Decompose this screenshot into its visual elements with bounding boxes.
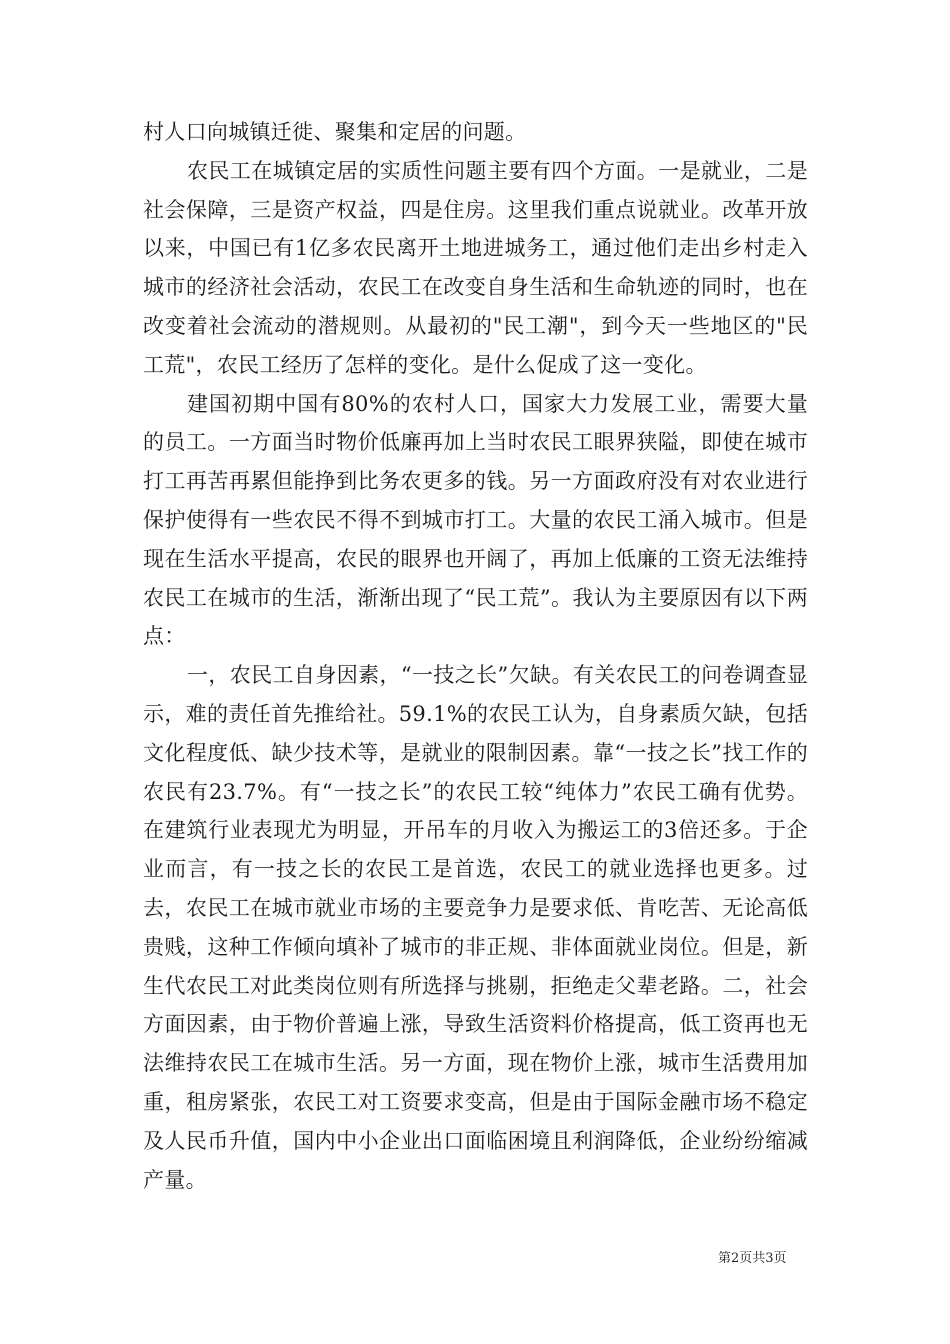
body-text — [143, 113, 808, 1199]
page-number-footer: 第2页共3页 — [718, 1251, 787, 1266]
paragraph-history: 建国初期中国有80%的农村人口，国家大力发展工业，需要大量的员工。一方面当时物价低廉再加上当时农民工眼界狭隘，即使在城市打工再苦再累但能挣到比务农更多的钱。另一方面政府没有对农业进行保护使得有一些农民不得不到城市打工。大量的农民工涌入城市。但是现在生活水平提高，农民的眼界也开阔了，再加上低廉的工资无法维持农民工在城市的生活，渐渐出现了“民工荒”。我认为主要原因有以下两点： — [143, 391, 808, 649]
paragraph-settlement-issues: 农民工在城镇定居的实质性问题主要有四个方面。一是就业，二是社会保障，三是资产权益，四是住房。这里我们重点说就业。改革开放以来，中国已有1亿多农民离开土地进城务工，通过他们走出乡村走入城市的经济社会活动，农民工在改变自身生活和生命轨迹的同时，也在改变着社会流动的潜规则。从最初的"民工潮"，到今天一些地区的"民工荒"，农民工经历了怎样的变化。是什么促成了这一变化。 — [143, 158, 808, 377]
paragraph-continuation: 村人口向城镇迁徙、聚集和定居的问题。 — [143, 120, 527, 144]
paragraph-reasons: 一，农民工自身因素，“一技之长”欠缺。有关农民工的问卷调查显示，难的责任首先推给社。59.1%的农民工认为，自身素质欠缺，包括文化程度低、缺少技术等，是就业的限制因素。靠“一技之长”找工作的农民有23.7%。有“一技之长”的农民工较“纯体力”农民工确有优势。在建筑行业表现尤为明显，开吊车的月收入为搬运工的3倍还多。于企业而言，有一技之长的农民工是首选，农民工的就业选择也更多。过去，农民工在城市就业市场的主要竞争力是要求低、肯吃苦、无论高低贵贱，这种工作倾向填补了城市的非正规、非体面就业岗位。但是，新生代农民工对此类岗位则有所选择与挑剔，拒绝走父辈老路。二，社会方面因素，由于物价普遍上涨，导致生活资料价格提高，低工资再也无法维持农民工在城市生活。另一方面，现在物价上涨，城市生活费用加重，租房紧张，农民工对工资要求变高，但是由于国际金融市场不稳定及人民币升值，国内中小企业出口面临困境且利润降低，企业纷纷缩减产量。 — [143, 663, 808, 1192]
